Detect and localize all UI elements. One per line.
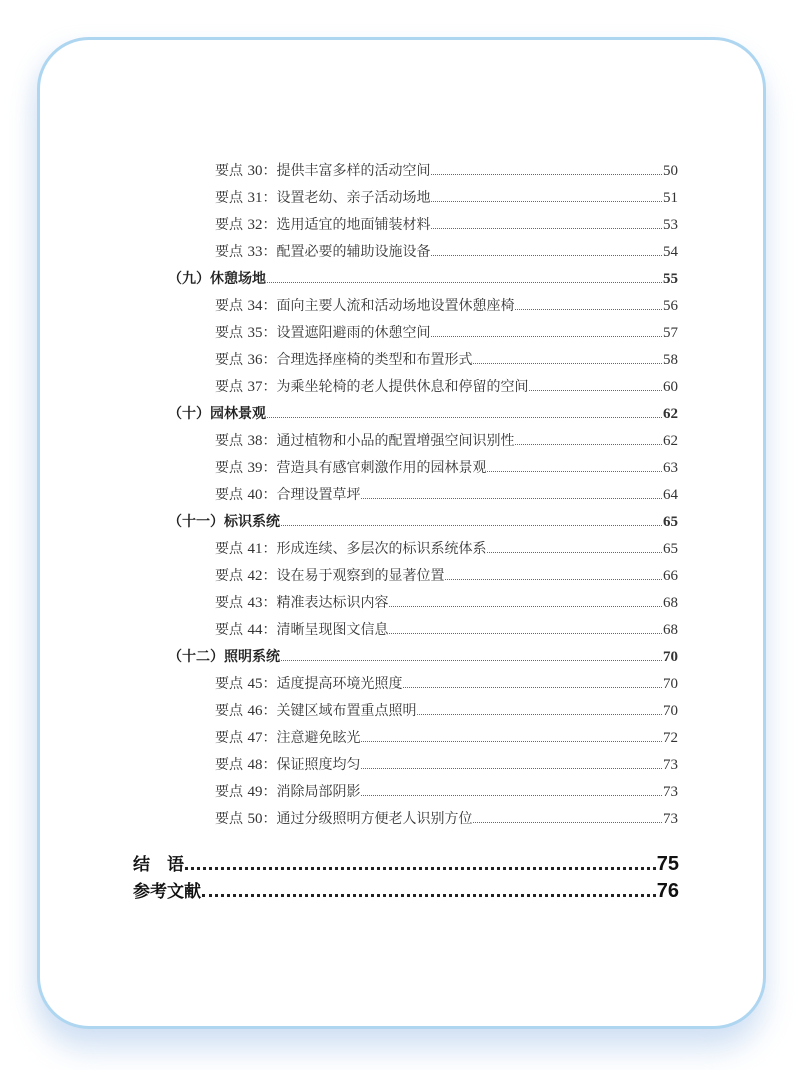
dot-leader — [431, 174, 662, 175]
dot-leader — [361, 795, 662, 796]
toc-references[interactable] — [133, 877, 679, 903]
toc-item-34[interactable] — [215, 295, 678, 315]
dot-leader — [431, 201, 662, 202]
page-number: 76 — [656, 880, 679, 902]
dot-leader — [267, 282, 662, 283]
toc-item-label: 要点 46：关键区域布置重点照明 — [215, 703, 417, 719]
toc-item-42[interactable] — [215, 565, 678, 585]
dot-leader — [202, 894, 656, 897]
toc-item-48[interactable] — [215, 754, 678, 774]
dot-leader — [431, 228, 662, 229]
toc-item-33[interactable] — [215, 241, 678, 261]
toc-item-label: 要点 49：消除局部阴影 — [215, 784, 361, 800]
toc-item-label: 要点 43：精准表达标识内容 — [215, 595, 389, 611]
toc-item-label: 要点 30：提供丰富多样的活动空间 — [215, 163, 431, 179]
page-number: 65 — [663, 514, 678, 530]
dot-leader — [389, 606, 662, 607]
dot-leader — [515, 309, 662, 310]
toc-conclusion[interactable] — [133, 850, 679, 876]
page-number: 55 — [663, 271, 678, 287]
dot-leader — [361, 741, 662, 742]
dot-leader — [417, 714, 662, 715]
toc-item-label: 要点 50：通过分级照明方便老人识别方位 — [215, 811, 473, 827]
dot-leader — [389, 633, 662, 634]
toc-item-43[interactable] — [215, 592, 678, 612]
toc-item-label: 要点 44：清晰呈现图文信息 — [215, 622, 389, 638]
toc-item-label: 要点 48：保证照度均匀 — [215, 757, 361, 773]
page-number: 60 — [663, 379, 678, 395]
toc-section-label: （九）休憩场地 — [168, 271, 266, 287]
toc-item-41[interactable] — [215, 538, 678, 558]
page-number: 75 — [656, 853, 679, 875]
dot-leader — [487, 471, 662, 472]
toc-item-label: 要点 40：合理设置草坪 — [215, 487, 361, 503]
toc-item-37[interactable] — [215, 376, 678, 396]
toc-item-36[interactable] — [215, 349, 678, 369]
dot-leader — [281, 525, 662, 526]
toc-item-label: 要点 34：面向主要人流和活动场地设置休憩座椅 — [215, 298, 515, 314]
dot-leader — [361, 768, 662, 769]
page-number: 63 — [663, 460, 678, 476]
toc-item-47[interactable] — [215, 727, 678, 747]
toc-item-label: 要点 47：注意避免眩光 — [215, 730, 361, 746]
dot-leader — [473, 363, 662, 364]
toc-item-label: 要点 37：为乘坐轮椅的老人提供休息和停留的空间 — [215, 379, 529, 395]
toc-item-label: 要点 36：合理选择座椅的类型和布置形式 — [215, 352, 473, 368]
toc-section-11[interactable] — [168, 511, 678, 531]
toc-item-38[interactable] — [215, 430, 678, 450]
page-number: 64 — [663, 487, 678, 503]
toc-section-label: （十）园林景观 — [168, 406, 266, 422]
page-number: 57 — [663, 325, 678, 341]
toc-item-label: 要点 41：形成连续、多层次的标识系统体系 — [215, 541, 487, 557]
dot-leader — [281, 660, 662, 661]
page-number: 62 — [663, 406, 678, 422]
toc-section-10[interactable] — [168, 403, 678, 423]
toc-item-31[interactable] — [215, 187, 678, 207]
dot-leader — [185, 867, 656, 870]
toc-section-label: （十一）标识系统 — [168, 514, 280, 530]
dot-leader — [431, 255, 662, 256]
page-number: 73 — [663, 784, 678, 800]
page-number: 72 — [663, 730, 678, 746]
dot-leader — [487, 552, 662, 553]
toc-item-50[interactable] — [215, 808, 678, 828]
toc-item-45[interactable] — [215, 673, 678, 693]
page-number: 70 — [663, 676, 678, 692]
dot-leader — [403, 687, 662, 688]
toc-item-label: 要点 35：设置遮阳避雨的休憩空间 — [215, 325, 431, 341]
page-number: 66 — [663, 568, 678, 584]
toc-item-label: 要点 38：通过植物和小品的配置增强空间识别性 — [215, 433, 515, 449]
toc-item-49[interactable] — [215, 781, 678, 801]
toc-item-40[interactable] — [215, 484, 678, 504]
page-number: 68 — [663, 595, 678, 611]
toc-item-label: 要点 42：设在易于观察到的显著位置 — [215, 568, 445, 584]
page-number: 65 — [663, 541, 678, 557]
toc-item-30[interactable] — [215, 160, 678, 180]
dot-leader — [445, 579, 662, 580]
page-number: 53 — [663, 217, 678, 233]
dot-leader — [529, 390, 662, 391]
toc-item-label: 要点 39：营造具有感官刺激作用的园林景观 — [215, 460, 487, 476]
toc-section-9[interactable] — [168, 268, 678, 288]
page-number: 56 — [663, 298, 678, 314]
toc-item-label: 要点 32：选用适宜的地面铺装材料 — [215, 217, 431, 233]
toc-section-12[interactable] — [168, 646, 678, 666]
dot-leader — [267, 417, 662, 418]
toc-item-35[interactable] — [215, 322, 678, 342]
page-number: 73 — [663, 757, 678, 773]
dot-leader — [431, 336, 662, 337]
page-number: 50 — [663, 163, 678, 179]
page-number: 70 — [663, 703, 678, 719]
toc-item-label: 要点 31：设置老幼、亲子活动场地 — [215, 190, 431, 206]
page-number: 51 — [663, 190, 678, 206]
toc-major-label: 结 语 — [133, 855, 184, 875]
toc-item-label: 要点 45：适度提高环境光照度 — [215, 676, 403, 692]
page-number: 68 — [663, 622, 678, 638]
dot-leader — [515, 444, 662, 445]
toc-item-39[interactable] — [215, 457, 678, 477]
page-number: 73 — [663, 811, 678, 827]
dot-leader — [361, 498, 662, 499]
page-number: 62 — [663, 433, 678, 449]
toc-item-46[interactable] — [215, 700, 678, 720]
toc-major-label: 参考文献 — [133, 882, 201, 902]
page-number: 58 — [663, 352, 678, 368]
page-number: 70 — [663, 649, 678, 665]
toc-item-32[interactable] — [215, 214, 678, 234]
toc-section-label: （十二）照明系统 — [168, 649, 280, 665]
toc-item-label: 要点 33：配置必要的辅助设施设备 — [215, 244, 431, 260]
dot-leader — [473, 822, 662, 823]
toc-item-44[interactable] — [215, 619, 678, 639]
page-number: 54 — [663, 244, 678, 260]
